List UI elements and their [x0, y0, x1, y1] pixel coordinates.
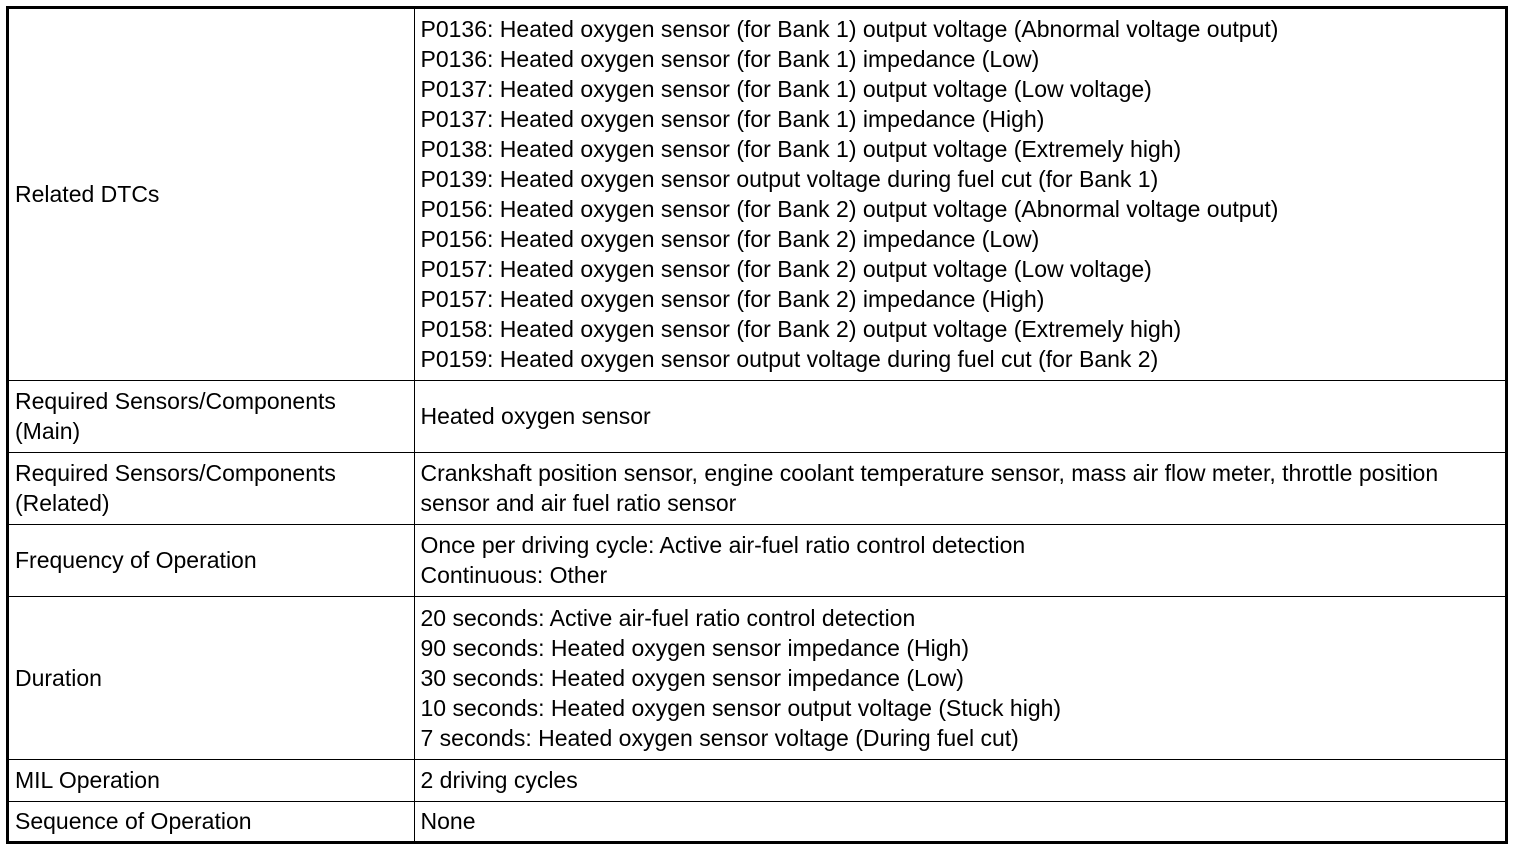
table-row-frequency: [9, 524, 1505, 596]
dtc-line: P0138: Heated oxygen sensor (for Bank 1) output voltage (Extremely high): [420, 136, 1182, 163]
dtc-line: P0157: Heated oxygen sensor (for Bank 2) impedance (High): [420, 286, 1045, 313]
label-line: Required Sensors/Components: [15, 388, 336, 414]
dtc-line: P0136: Heated oxygen sensor (for Bank 1) output voltage (Abnormal voltage output): [420, 16, 1279, 43]
value-text: Crankshaft position sensor, engine coolant temperature sensor, mass air flow meter, throttle position sensor and air fuel ratio sensor: [420, 460, 1439, 516]
table-row-duration: [9, 596, 1505, 759]
value-line: 30 seconds: Heated oxygen sensor impedance (Low): [420, 664, 964, 691]
table-row-related-dtcs: [9, 9, 1505, 380]
dtc-line: P0136: Heated oxygen sensor (for Bank 1) impedance (Low): [420, 46, 1040, 73]
monitor-spec-table-frame: [6, 6, 1508, 844]
dtc-line: P0158: Heated oxygen sensor (for Bank 2) output voltage (Extremely high): [420, 316, 1182, 343]
table-row-required-main: [9, 380, 1505, 452]
value-line: 20 seconds: Active air-fuel ratio control detection: [420, 604, 916, 631]
dtc-line: P0137: Heated oxygen sensor (for Bank 1) output voltage (Low voltage): [420, 76, 1152, 103]
value-line: 2 driving cycles: [420, 767, 578, 793]
dtc-line: P0157: Heated oxygen sensor (for Bank 2) output voltage (Low voltage): [420, 256, 1152, 283]
label-line: (Related): [15, 490, 110, 516]
row-label-required-main: [9, 380, 414, 452]
row-label-frequency: Frequency of Operation: [9, 524, 414, 596]
dtc-line: P0139: Heated oxygen sensor output voltage during fuel cut (for Bank 1): [420, 166, 1159, 193]
label-line: Required Sensors/Components: [15, 460, 336, 486]
dtc-line: P0156: Heated oxygen sensor (for Bank 2) output voltage (Abnormal voltage output): [420, 196, 1279, 223]
dtc-line: P0159: Heated oxygen sensor output voltage during fuel cut (for Bank 2): [420, 346, 1159, 373]
row-value-related-dtcs: [414, 9, 1505, 380]
value-line: 90 seconds: Heated oxygen sensor impedance (High): [420, 634, 969, 661]
row-value-required-related: [414, 452, 1505, 524]
value-line: 10 seconds: Heated oxygen sensor output voltage (Stuck high): [420, 694, 1062, 721]
row-value-frequency: [414, 524, 1505, 596]
row-label-related-dtcs: Related DTCs: [9, 9, 414, 380]
value-line: None: [420, 808, 476, 835]
dtc-line: P0137: Heated oxygen sensor (for Bank 1) impedance (High): [420, 106, 1045, 133]
row-value-mil-operation: [414, 759, 1505, 801]
row-value-required-main: [414, 380, 1505, 452]
row-value-duration: [414, 596, 1505, 759]
value-line: Once per driving cycle: Active air-fuel ratio control detection: [420, 532, 1026, 558]
table-row-mil-operation: [9, 759, 1505, 801]
row-label-duration: Duration: [9, 596, 414, 759]
value-line: Continuous: Other: [420, 562, 608, 588]
table-row-required-related: [9, 452, 1505, 524]
monitor-spec-table: [9, 9, 1505, 841]
dtc-line: P0156: Heated oxygen sensor (for Bank 2) impedance (Low): [420, 226, 1040, 253]
value-line: 7 seconds: Heated oxygen sensor voltage (During fuel cut): [420, 724, 1019, 751]
value-line: Heated oxygen sensor: [420, 403, 651, 429]
row-label-mil-operation: MIL Operation: [9, 759, 414, 801]
row-label-sequence: Sequence of Operation: [9, 801, 414, 841]
table-row-sequence: [9, 801, 1505, 841]
label-line: (Main): [15, 418, 81, 444]
row-label-required-related: [9, 452, 414, 524]
row-value-sequence: [414, 801, 1505, 841]
